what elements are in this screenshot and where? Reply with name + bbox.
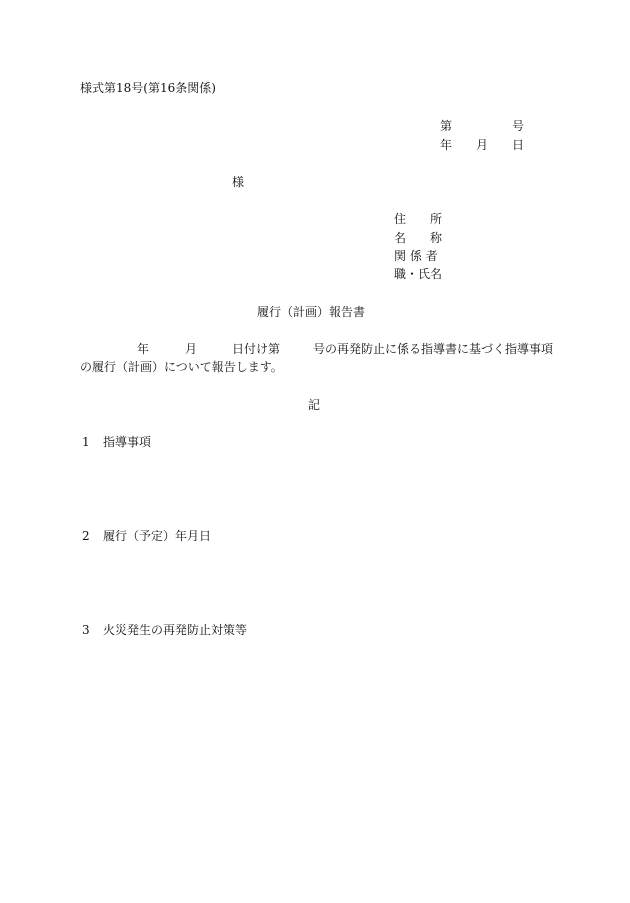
doc-number-suffix: 号 — [512, 119, 525, 133]
body-day-dated: 日付け第 — [232, 342, 281, 356]
body-month: 月 — [185, 342, 198, 356]
applicant-title-name-label: 職・氏名 — [394, 267, 443, 281]
addressee-suffix: 様 — [232, 175, 245, 189]
item-2-label: 履行（予定）年月日 — [103, 529, 212, 543]
applicant-address-label: 住 所 — [394, 212, 443, 226]
date-year: 年 — [440, 138, 453, 152]
applicant-relation-label: 関 係 者 — [394, 249, 438, 263]
document-title: 履行（計画）報告書 — [257, 305, 366, 319]
doc-number-prefix: 第 — [440, 119, 453, 133]
body-year: 年 — [137, 342, 150, 356]
item-2-number: 2 — [82, 529, 90, 543]
date-month: 月 — [476, 138, 489, 152]
item-3-number: 3 — [82, 623, 90, 637]
body-line2: の履行（計画）について報告します。 — [80, 360, 283, 374]
ki-heading: 記 — [308, 398, 321, 412]
body-line1-rest: 号の再発防止に係る指導書に基づく指導事項 — [313, 342, 554, 356]
form-number: 様式第18号(第16条関係) — [80, 81, 216, 95]
item-1-label: 指導事項 — [103, 435, 152, 449]
applicant-name-label: 名 称 — [394, 231, 443, 245]
item-1-number: 1 — [82, 435, 90, 449]
date-day: 日 — [512, 138, 525, 152]
item-3-label: 火災発生の再発防止対策等 — [103, 623, 248, 637]
